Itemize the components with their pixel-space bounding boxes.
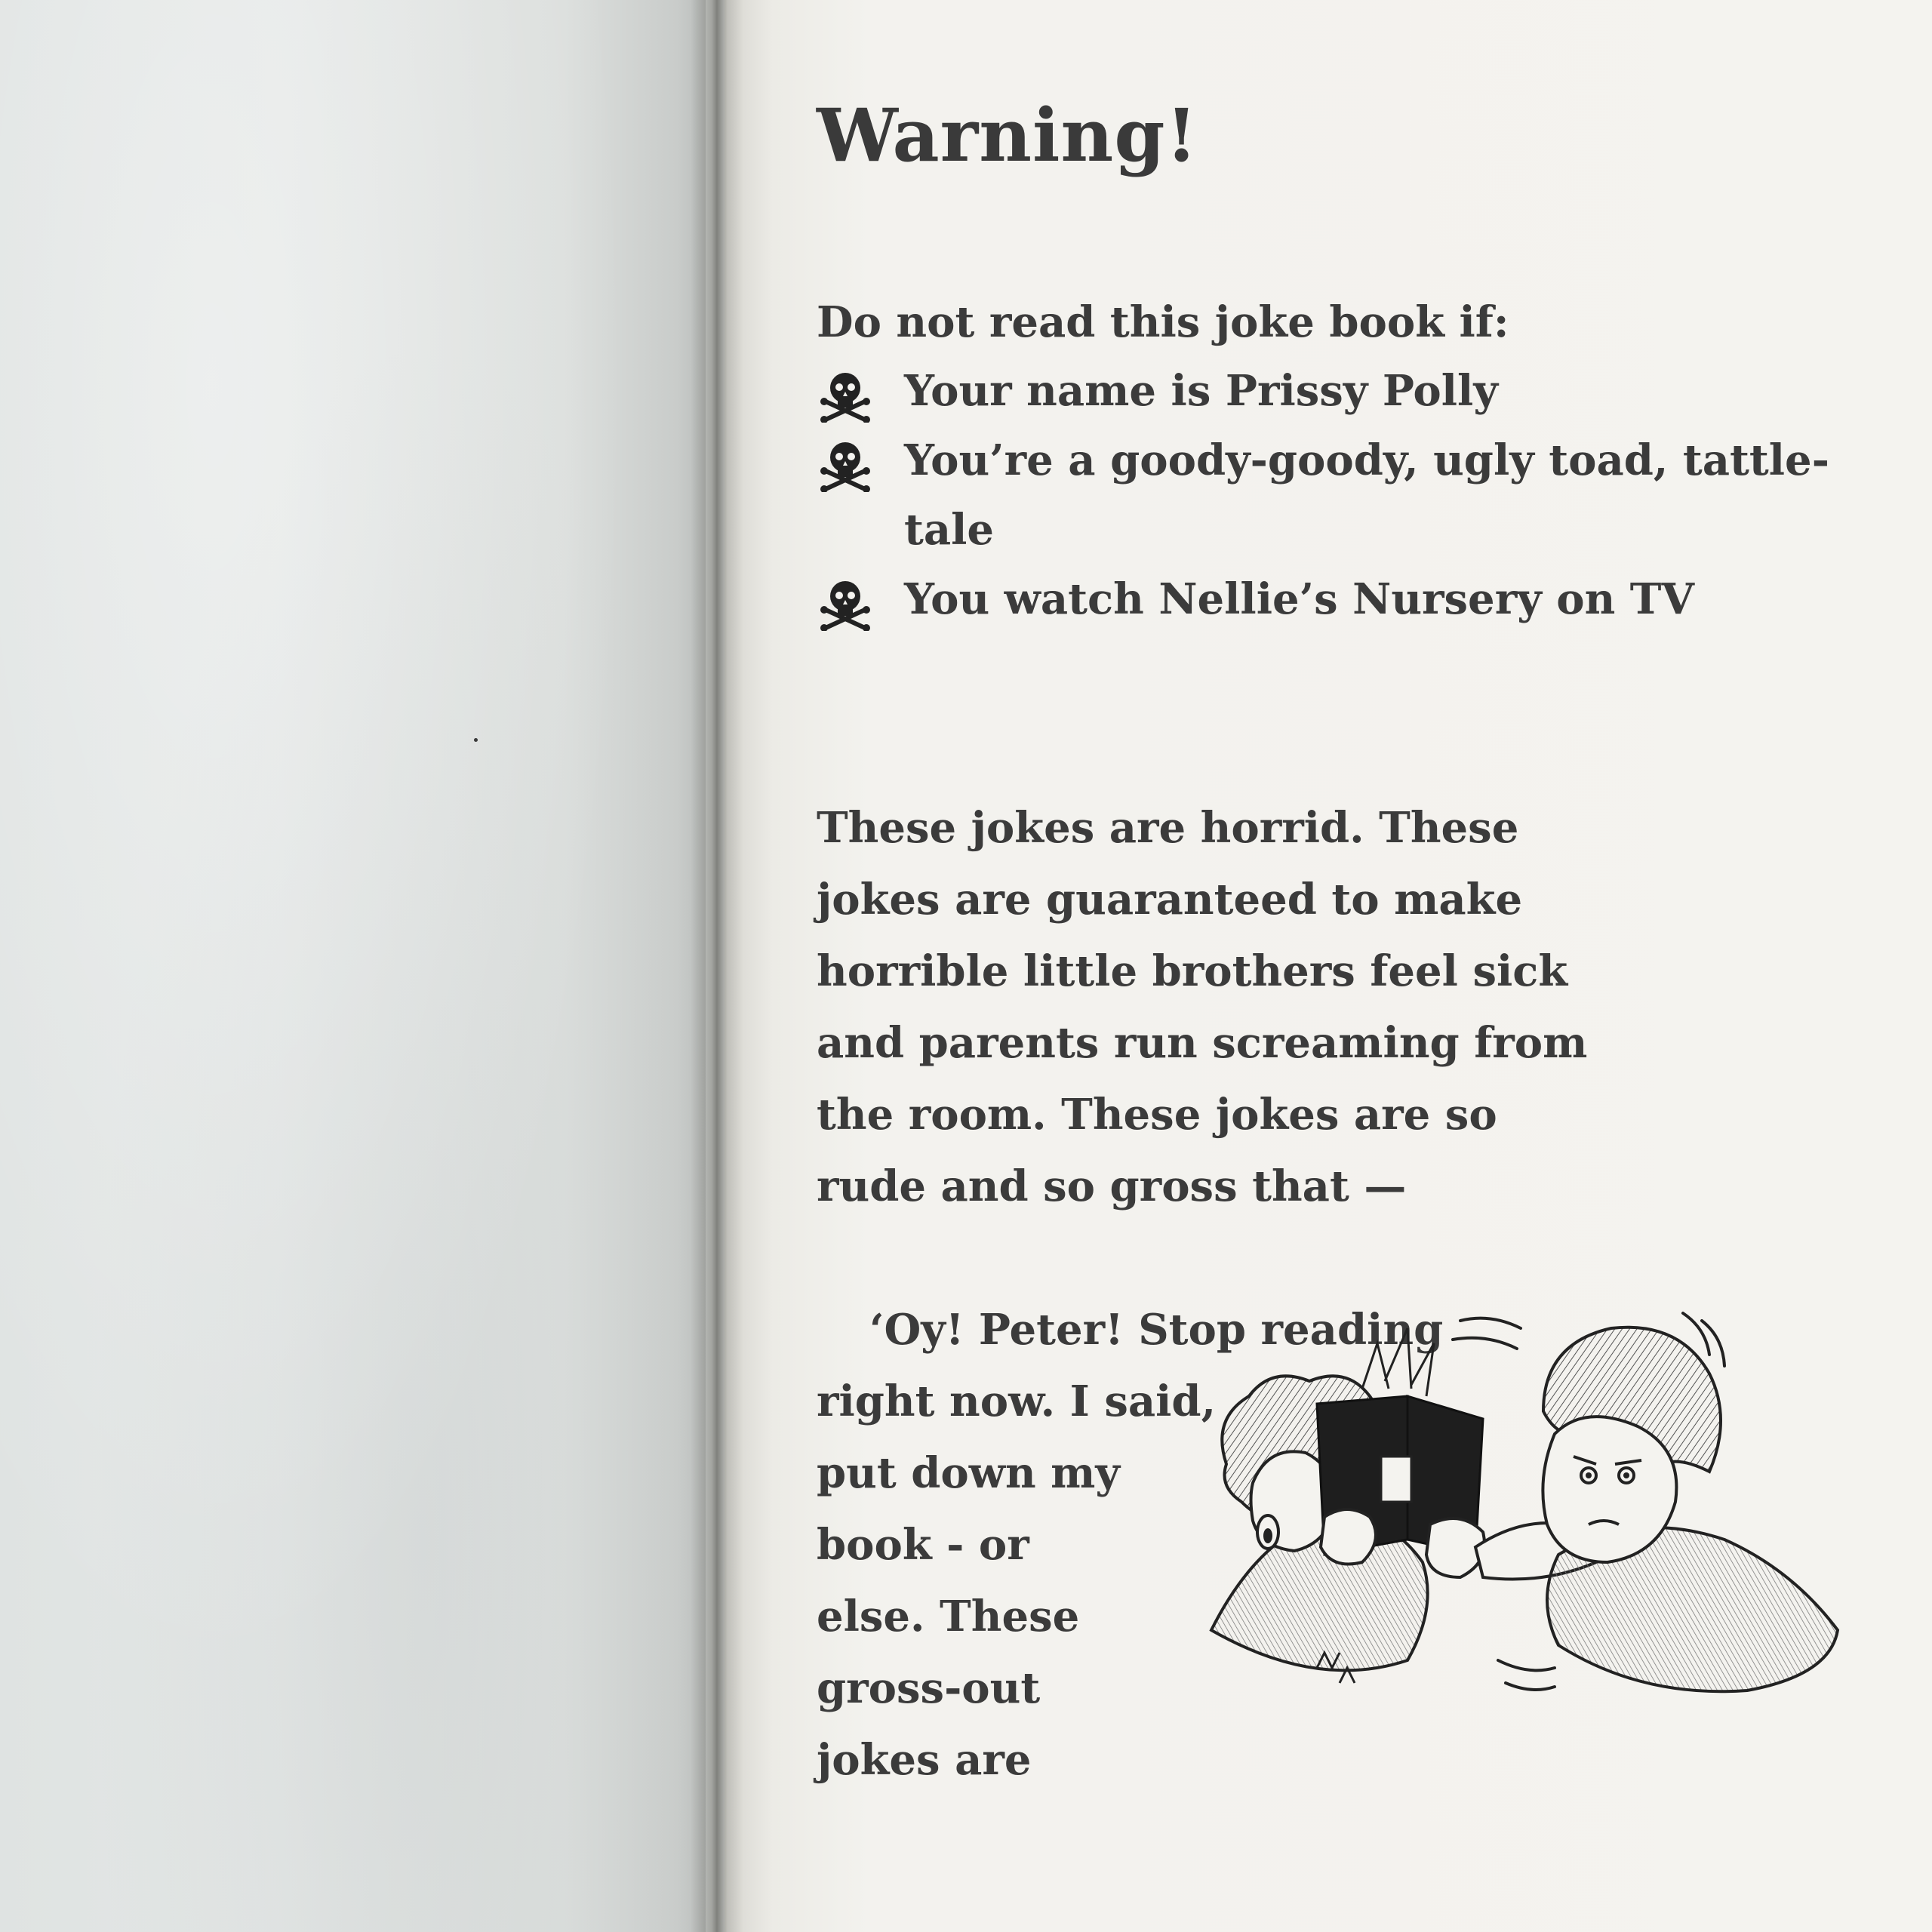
- skull-crossbones-icon: [818, 438, 872, 492]
- page-title: Warning!: [817, 93, 1198, 178]
- skull-crossbones-icon: [818, 577, 872, 631]
- quote-line: ‘Oy! Peter! Stop reading: [869, 1305, 1444, 1355]
- list-item-text: Your name is Prissy Polly: [904, 366, 1498, 416]
- list-item-text: You watch Nellie’s Nursery on TV: [904, 574, 1694, 624]
- kids-fighting-over-book-illustration: [1181, 1306, 1853, 1728]
- paragraph-line: the room. These jokes are so: [817, 1090, 1497, 1140]
- list-item-text: You’re a goody-goody, ugly toad, tattle-tale: [904, 435, 1829, 555]
- paper-speck: [474, 738, 478, 742]
- quote-line: jokes are: [817, 1735, 1032, 1785]
- skull-crossbones-icon: [818, 368, 872, 423]
- paragraph-line: horrible little brothers feel sick: [817, 946, 1568, 996]
- intro-line: Do not read this joke book if:: [817, 297, 1509, 347]
- paragraph-line: jokes are guaranteed to make: [817, 875, 1523, 924]
- warning-list: [817, 356, 1847, 634]
- left-page: [0, 0, 706, 1932]
- quote-line: put down my: [817, 1448, 1120, 1498]
- paragraph-line: and parents run screaming from: [817, 1018, 1588, 1068]
- body-paragraph: [817, 792, 1790, 1223]
- list-item: [817, 426, 1847, 565]
- list-item: [817, 356, 1847, 426]
- list-item: [817, 565, 1847, 634]
- quote-line: gross-out: [817, 1663, 1041, 1713]
- quote-line: else. These: [817, 1592, 1080, 1641]
- quote-line: right now. I said,: [817, 1377, 1217, 1426]
- paragraph-line: These jokes are horrid. These: [817, 803, 1519, 853]
- paragraph-line: rude and so gross that —: [817, 1161, 1407, 1211]
- book-gutter: [691, 0, 743, 1932]
- quote-line: book - or: [817, 1520, 1029, 1570]
